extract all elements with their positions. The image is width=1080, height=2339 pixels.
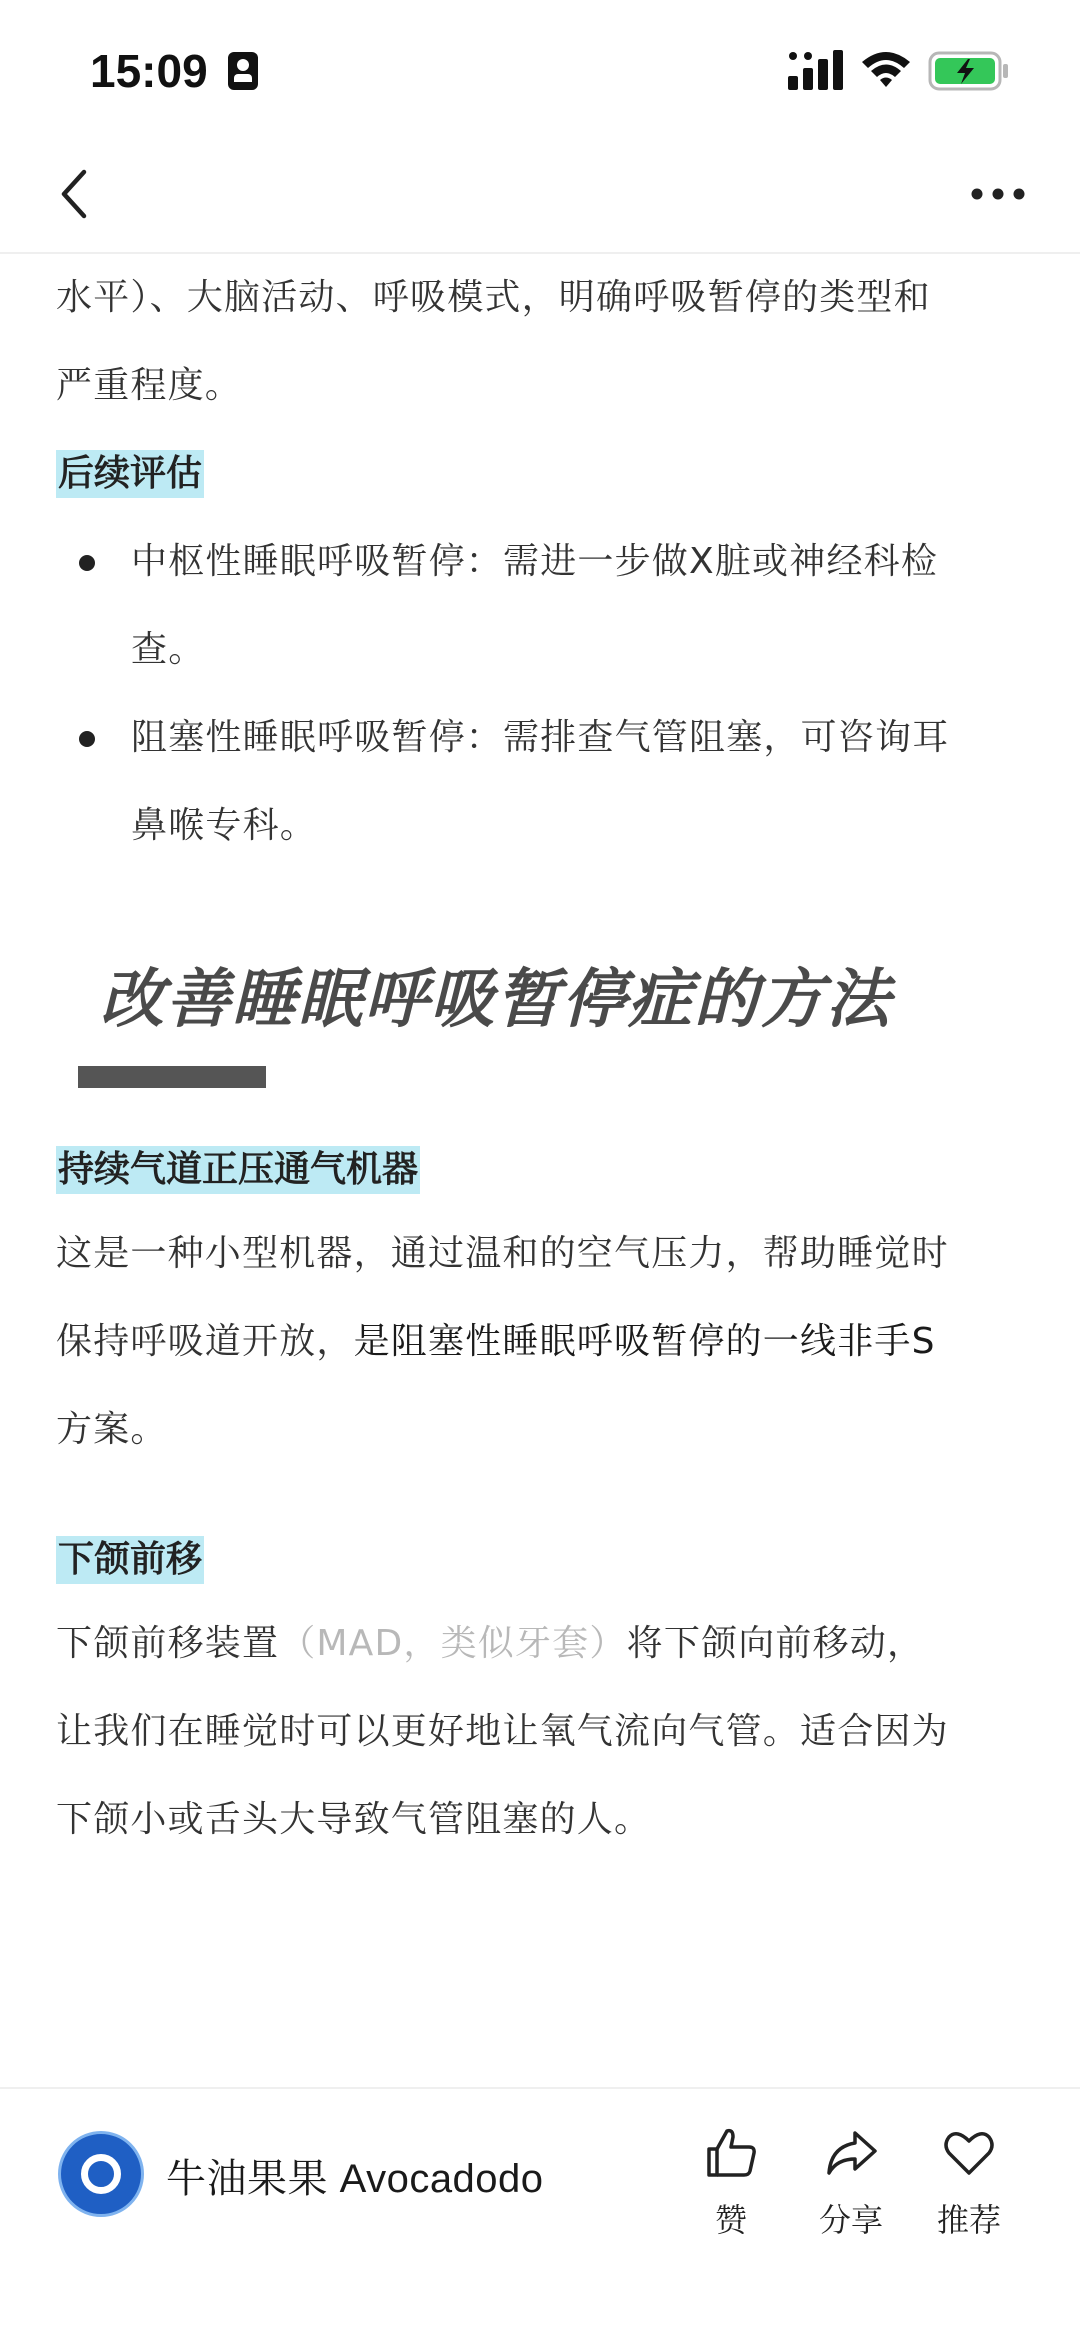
- text-span: 将下颌向前移动，: [626, 1623, 925, 1664]
- author-name[interactable]: 牛油果果 Avocadodo: [166, 2157, 544, 2201]
- list-item-line: 查。: [131, 629, 206, 670]
- followup-list: [56, 518, 1026, 870]
- list-item: [56, 694, 1026, 870]
- paragraph-line: 严重程度。: [56, 365, 243, 406]
- list-item: [56, 518, 1026, 694]
- share-arrow-icon: [823, 2125, 879, 2181]
- avatar-mark: [81, 2154, 121, 2194]
- paragraph-line: 这是一种小型机器，通过温和的空气压力，帮助睡觉时: [56, 1233, 949, 1274]
- bullet-icon: [79, 555, 95, 571]
- list-item-line: 阻塞性睡眠呼吸暂停：需排查气管阻塞，可咨询耳: [131, 717, 950, 758]
- wifi-icon: [860, 48, 912, 90]
- section-title: 改善睡眠呼吸暂停症的方法: [100, 963, 892, 1037]
- paragraph-line: 方案。: [56, 1409, 168, 1450]
- avatar-logo[interactable]: [58, 2131, 144, 2217]
- text-span: 保持呼吸道开放，: [56, 1321, 354, 1362]
- paragraph-line: 水平）、大脑活动、呼吸模式，明确呼吸暂停的类型和: [56, 277, 931, 318]
- list-item-line: 中枢性睡眠呼吸暂停：需进一步做X脏或神经科检: [131, 541, 939, 582]
- battery-charging-icon: [928, 50, 1010, 92]
- text-span: 下颌前移装置: [56, 1623, 280, 1664]
- paragraph-line: [56, 1600, 1026, 1688]
- back-icon: [54, 166, 94, 222]
- share-button[interactable]: [796, 2125, 906, 2241]
- recommend-label: 推荐: [936, 2201, 1001, 2239]
- signal-icon: [788, 50, 844, 90]
- status-bar: [0, 0, 1080, 140]
- status-time: 15:09: [90, 45, 208, 97]
- cpap-heading: 持续气道正压通气机器: [56, 1146, 420, 1194]
- bullet-icon: [79, 731, 95, 747]
- back-button[interactable]: [42, 162, 106, 226]
- id-card-icon: [228, 52, 258, 90]
- followup-heading: 后续评估: [56, 450, 204, 498]
- list-item-line: 鼻喉专科。: [131, 805, 318, 846]
- nav-bar: [0, 140, 1080, 254]
- like-label: 赞: [714, 2201, 747, 2239]
- paragraph-line: [56, 1298, 1026, 1386]
- like-button[interactable]: [676, 2125, 786, 2241]
- recommend-button[interactable]: [914, 2125, 1024, 2241]
- thumbs-up-icon: [703, 2125, 759, 2181]
- article-body: [56, 254, 1026, 1864]
- bottom-bar: [0, 2087, 1080, 2339]
- paragraph-line: 下颌小或舌头大导致气管阻塞的人。: [56, 1799, 652, 1840]
- mandible-heading: 下颌前移: [56, 1536, 204, 1584]
- text-span-muted: （MAD，类似牙套）: [279, 1623, 627, 1664]
- heart-icon: [941, 2125, 997, 2181]
- share-label: 分享: [818, 2201, 883, 2239]
- text-span: 是阻塞性睡眠呼吸暂停的一线非手S: [353, 1321, 936, 1362]
- more-button[interactable]: [966, 162, 1030, 226]
- more-icon: [970, 187, 1026, 201]
- section-divider: [78, 1066, 266, 1088]
- paragraph-line: 让我们在睡觉时可以更好地让氧气流向气管。适合因为: [56, 1711, 949, 1752]
